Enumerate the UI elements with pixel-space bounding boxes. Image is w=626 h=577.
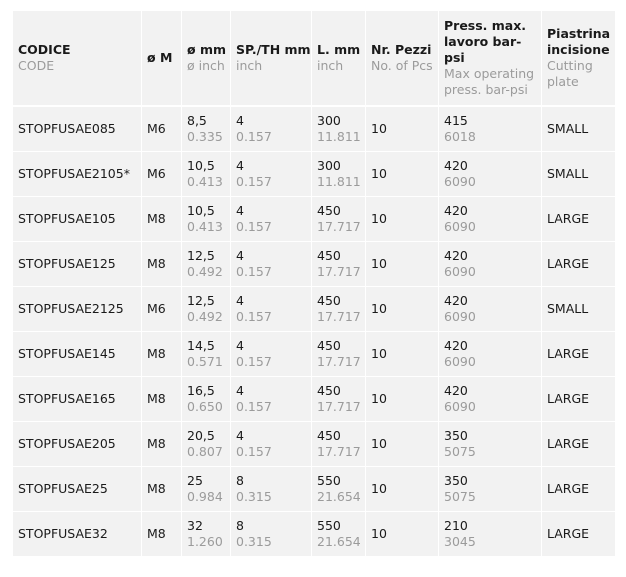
thickness-inch: 0.315 <box>236 489 272 504</box>
cell-diameter <box>181 511 230 556</box>
length-inch: 11.811 <box>317 174 361 189</box>
cell-pieces <box>365 196 438 241</box>
pressure-psi: 5075 <box>444 444 476 459</box>
cell-pressure <box>438 466 541 511</box>
cell-pieces <box>365 241 438 286</box>
cell-length <box>311 241 365 286</box>
diameter-inch: 0.335 <box>187 129 223 144</box>
length-inch: 17.717 <box>317 399 361 414</box>
plate-value: LARGE <box>547 526 590 541</box>
m-value: M8 <box>147 256 166 271</box>
cell-cutting-plate <box>541 151 615 196</box>
plate-value: SMALL <box>547 166 589 181</box>
pieces-value: 10 <box>371 256 387 271</box>
m-value: M6 <box>147 166 166 181</box>
cell-diameter <box>181 196 230 241</box>
diameter-inch: 0.413 <box>187 219 223 234</box>
diameter-mm: 12,5 <box>187 293 215 308</box>
length-inch: 17.717 <box>317 309 361 324</box>
diameter-inch: 0.984 <box>187 489 223 504</box>
plate-value: LARGE <box>547 211 590 226</box>
plate-value: LARGE <box>547 436 590 451</box>
cell-pieces <box>365 286 438 331</box>
pieces-value: 10 <box>371 121 387 136</box>
product-table-container <box>13 11 615 556</box>
cell-m <box>141 106 181 151</box>
thickness-inch: 0.157 <box>236 354 272 369</box>
header-sublabel: inch <box>236 58 263 73</box>
m-value: M8 <box>147 211 166 226</box>
code-value: STOPFUSAE25 <box>18 481 108 496</box>
cell-m <box>141 466 181 511</box>
diameter-mm: 14,5 <box>187 338 215 353</box>
length-inch: 21.654 <box>317 489 361 504</box>
pressure-psi: 6090 <box>444 309 476 324</box>
diameter-mm: 25 <box>187 473 203 488</box>
length-inch: 11.811 <box>317 129 361 144</box>
table-row <box>13 466 615 511</box>
cell-thickness <box>230 196 311 241</box>
length-mm: 450 <box>317 248 341 263</box>
pressure-bar: 420 <box>444 293 468 308</box>
pressure-psi: 6018 <box>444 129 476 144</box>
cell-pieces <box>365 511 438 556</box>
length-mm: 300 <box>317 158 341 173</box>
thickness-inch: 0.157 <box>236 444 272 459</box>
cell-pressure <box>438 196 541 241</box>
pressure-bar: 415 <box>444 113 468 128</box>
table-row <box>13 196 615 241</box>
header-sublabel: inch <box>317 58 344 73</box>
pieces-value: 10 <box>371 301 387 316</box>
pressure-bar: 420 <box>444 248 468 263</box>
cell-thickness <box>230 241 311 286</box>
header-length <box>311 11 365 106</box>
pieces-value: 10 <box>371 346 387 361</box>
thickness-mm: 4 <box>236 113 244 128</box>
cell-length <box>311 106 365 151</box>
cell-pieces <box>365 466 438 511</box>
cell-pressure <box>438 241 541 286</box>
code-value: STOPFUSAE2125 <box>18 301 124 316</box>
header-thickness <box>230 11 311 106</box>
pieces-value: 10 <box>371 211 387 226</box>
pressure-bar: 350 <box>444 428 468 443</box>
thickness-inch: 0.157 <box>236 309 272 324</box>
cell-m <box>141 286 181 331</box>
table-row <box>13 286 615 331</box>
cell-pressure <box>438 151 541 196</box>
code-value: STOPFUSAE32 <box>18 526 108 541</box>
thickness-mm: 4 <box>236 248 244 263</box>
cell-pieces <box>365 376 438 421</box>
header-cutting-plate <box>541 11 615 106</box>
table-row <box>13 511 615 556</box>
header-label: Nr. Pezzi <box>371 42 432 57</box>
code-value: STOPFUSAE165 <box>18 391 116 406</box>
diameter-inch: 0.650 <box>187 399 223 414</box>
m-value: M6 <box>147 121 166 136</box>
cell-m <box>141 331 181 376</box>
cell-cutting-plate <box>541 511 615 556</box>
pressure-bar: 350 <box>444 473 468 488</box>
cell-cutting-plate <box>541 196 615 241</box>
pieces-value: 10 <box>371 391 387 406</box>
cell-m <box>141 421 181 466</box>
pressure-bar: 420 <box>444 158 468 173</box>
diameter-mm: 12,5 <box>187 248 215 263</box>
header-label: SP./TH mm <box>236 42 311 57</box>
cell-length <box>311 151 365 196</box>
header-sublabel: Cutting plate <box>547 58 593 89</box>
thickness-inch: 0.157 <box>236 174 272 189</box>
cell-pieces <box>365 421 438 466</box>
cell-m <box>141 196 181 241</box>
pressure-psi: 6090 <box>444 354 476 369</box>
table-body <box>13 106 615 556</box>
plate-value: SMALL <box>547 301 589 316</box>
cell-thickness <box>230 466 311 511</box>
pressure-psi: 3045 <box>444 534 476 549</box>
pieces-value: 10 <box>371 481 387 496</box>
pressure-psi: 6090 <box>444 399 476 414</box>
code-value: STOPFUSAE085 <box>18 121 116 136</box>
header-row <box>13 11 615 106</box>
cell-length <box>311 421 365 466</box>
cell-cutting-plate <box>541 286 615 331</box>
cell-m <box>141 241 181 286</box>
diameter-inch: 0.807 <box>187 444 223 459</box>
diameter-inch: 0.492 <box>187 309 223 324</box>
length-inch: 17.717 <box>317 264 361 279</box>
header-label: CODICE <box>18 42 71 57</box>
cell-code <box>13 331 141 376</box>
code-value: STOPFUSAE205 <box>18 436 116 451</box>
header-label: Piastrina incisione <box>547 26 611 57</box>
code-value: STOPFUSAE125 <box>18 256 116 271</box>
cell-diameter <box>181 106 230 151</box>
length-mm: 550 <box>317 518 341 533</box>
cell-diameter <box>181 241 230 286</box>
header-label: ø mm <box>187 42 226 57</box>
length-mm: 300 <box>317 113 341 128</box>
cell-code <box>13 376 141 421</box>
diameter-mm: 20,5 <box>187 428 215 443</box>
pressure-psi: 6090 <box>444 264 476 279</box>
code-value: STOPFUSAE145 <box>18 346 116 361</box>
table-row <box>13 151 615 196</box>
header-label: Press. max. lavoro bar-psi <box>444 18 527 65</box>
cell-code <box>13 196 141 241</box>
cell-thickness <box>230 331 311 376</box>
length-mm: 450 <box>317 293 341 308</box>
length-mm: 450 <box>317 428 341 443</box>
length-inch: 17.717 <box>317 354 361 369</box>
pressure-psi: 5075 <box>444 489 476 504</box>
m-value: M8 <box>147 436 166 451</box>
cell-code <box>13 421 141 466</box>
table-row <box>13 241 615 286</box>
cell-length <box>311 286 365 331</box>
plate-value: LARGE <box>547 391 590 406</box>
cell-code <box>13 286 141 331</box>
diameter-mm: 10,5 <box>187 158 215 173</box>
cell-pressure <box>438 376 541 421</box>
cell-code <box>13 241 141 286</box>
header-sublabel: Max operating press. bar-psi <box>444 66 535 97</box>
cell-cutting-plate <box>541 421 615 466</box>
table-row <box>13 106 615 151</box>
m-value: M8 <box>147 391 166 406</box>
m-value: M8 <box>147 481 166 496</box>
m-value: M6 <box>147 301 166 316</box>
pressure-psi: 6090 <box>444 219 476 234</box>
thickness-mm: 4 <box>236 338 244 353</box>
cell-length <box>311 331 365 376</box>
pressure-bar: 210 <box>444 518 468 533</box>
plate-value: SMALL <box>547 121 589 136</box>
product-spec-table <box>13 11 615 556</box>
code-value: STOPFUSAE2105* <box>18 166 130 181</box>
pieces-value: 10 <box>371 436 387 451</box>
thickness-inch: 0.157 <box>236 219 272 234</box>
pieces-value: 10 <box>371 166 387 181</box>
pressure-psi: 6090 <box>444 174 476 189</box>
table-row <box>13 421 615 466</box>
cell-m <box>141 151 181 196</box>
cell-thickness <box>230 151 311 196</box>
cell-diameter <box>181 331 230 376</box>
diameter-mm: 16,5 <box>187 383 215 398</box>
table-header <box>13 11 615 106</box>
cell-diameter <box>181 376 230 421</box>
cell-cutting-plate <box>541 106 615 151</box>
cell-m <box>141 376 181 421</box>
header-sublabel: ø inch <box>187 58 225 73</box>
cell-pressure <box>438 421 541 466</box>
pressure-bar: 420 <box>444 203 468 218</box>
thickness-mm: 4 <box>236 158 244 173</box>
table-row <box>13 331 615 376</box>
cell-thickness <box>230 421 311 466</box>
header-sublabel: No. of Pcs <box>371 58 433 73</box>
thickness-mm: 8 <box>236 473 244 488</box>
diameter-inch: 1.260 <box>187 534 223 549</box>
diameter-mm: 8,5 <box>187 113 207 128</box>
cell-length <box>311 511 365 556</box>
thickness-inch: 0.157 <box>236 399 272 414</box>
diameter-mm: 32 <box>187 518 203 533</box>
diameter-mm: 10,5 <box>187 203 215 218</box>
thickness-mm: 4 <box>236 293 244 308</box>
header-diameter-m <box>141 11 181 106</box>
cell-code <box>13 466 141 511</box>
cell-pressure <box>438 106 541 151</box>
header-code <box>13 11 141 106</box>
cell-diameter <box>181 466 230 511</box>
cell-code <box>13 151 141 196</box>
thickness-inch: 0.157 <box>236 129 272 144</box>
thickness-mm: 4 <box>236 383 244 398</box>
cell-thickness <box>230 511 311 556</box>
cell-cutting-plate <box>541 241 615 286</box>
thickness-inch: 0.157 <box>236 264 272 279</box>
table-row <box>13 376 615 421</box>
header-diameter <box>181 11 230 106</box>
thickness-mm: 8 <box>236 518 244 533</box>
m-value: M8 <box>147 346 166 361</box>
cell-length <box>311 466 365 511</box>
cell-code <box>13 106 141 151</box>
cell-cutting-plate <box>541 331 615 376</box>
diameter-inch: 0.571 <box>187 354 223 369</box>
cell-code <box>13 511 141 556</box>
cell-length <box>311 376 365 421</box>
cell-pressure <box>438 286 541 331</box>
header-label: ø M <box>147 50 173 65</box>
thickness-inch: 0.315 <box>236 534 272 549</box>
pressure-bar: 420 <box>444 338 468 353</box>
cell-diameter <box>181 421 230 466</box>
header-pieces <box>365 11 438 106</box>
plate-value: LARGE <box>547 256 590 271</box>
cell-thickness <box>230 376 311 421</box>
m-value: M8 <box>147 526 166 541</box>
code-value: STOPFUSAE105 <box>18 211 116 226</box>
cell-pieces <box>365 106 438 151</box>
thickness-mm: 4 <box>236 428 244 443</box>
thickness-mm: 4 <box>236 203 244 218</box>
cell-diameter <box>181 286 230 331</box>
length-mm: 450 <box>317 338 341 353</box>
length-inch: 17.717 <box>317 444 361 459</box>
length-mm: 450 <box>317 203 341 218</box>
cell-cutting-plate <box>541 376 615 421</box>
pressure-bar: 420 <box>444 383 468 398</box>
cell-pressure <box>438 331 541 376</box>
length-inch: 21.654 <box>317 534 361 549</box>
plate-value: LARGE <box>547 481 590 496</box>
header-label: L. mm <box>317 42 361 57</box>
cell-diameter <box>181 151 230 196</box>
cell-pieces <box>365 151 438 196</box>
cell-cutting-plate <box>541 466 615 511</box>
cell-pieces <box>365 331 438 376</box>
length-mm: 550 <box>317 473 341 488</box>
header-pressure <box>438 11 541 106</box>
length-inch: 17.717 <box>317 219 361 234</box>
plate-value: LARGE <box>547 346 590 361</box>
cell-thickness <box>230 106 311 151</box>
cell-m <box>141 511 181 556</box>
length-mm: 450 <box>317 383 341 398</box>
diameter-inch: 0.413 <box>187 174 223 189</box>
cell-length <box>311 196 365 241</box>
header-sublabel: CODE <box>18 58 55 73</box>
diameter-inch: 0.492 <box>187 264 223 279</box>
cell-pressure <box>438 511 541 556</box>
pieces-value: 10 <box>371 526 387 541</box>
cell-thickness <box>230 286 311 331</box>
